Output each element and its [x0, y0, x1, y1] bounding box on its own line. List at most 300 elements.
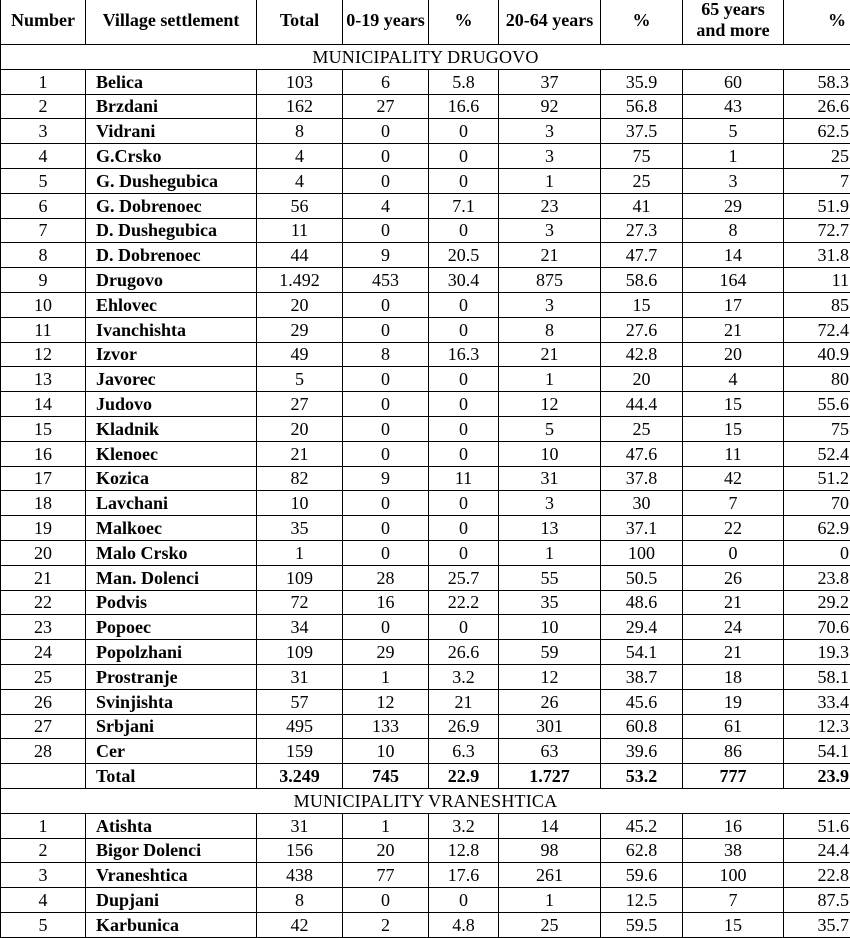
cell-age-65-plus: 4	[683, 367, 784, 392]
cell-pct-0-19: 4.8	[429, 912, 499, 937]
cell-age-65-plus: 24	[683, 615, 784, 640]
cell-age-20-64: 98	[499, 838, 601, 863]
cell-pct-0-19: 26.6	[429, 640, 499, 665]
cell-age-0-19: 27	[343, 94, 429, 119]
cell-pct-20-64: 60.8	[601, 714, 683, 739]
cell-age-0-19: 0	[343, 144, 429, 169]
cell-age-0-19: 0	[343, 392, 429, 417]
cell-number: 26	[1, 689, 86, 714]
cell-pct-20-64: 12.5	[601, 888, 683, 913]
cell-total: 42	[257, 912, 343, 937]
cell-pct-65-plus: 54.1	[784, 739, 850, 764]
cell-pct-65-plus: 70	[784, 491, 850, 516]
header-pct-0-19: %	[429, 0, 499, 45]
cell-total: 82	[257, 466, 343, 491]
cell-total: 1	[257, 540, 343, 565]
cell-pct-0-19: 30.4	[429, 268, 499, 293]
cell-pct-65-plus: 40.9	[784, 342, 850, 367]
cell-pct-65-plus: 19.3	[784, 640, 850, 665]
cell-number: 5	[1, 912, 86, 937]
table-row	[1, 615, 850, 640]
cell-age-65-plus: 21	[683, 317, 784, 342]
cell-age-20-64: 12	[499, 664, 601, 689]
section-title: MUNICIPALITY DRUGOVO	[1, 45, 850, 70]
cell-age-65-plus: 16	[683, 813, 784, 838]
cell-pct-20-64: 30	[601, 491, 683, 516]
cell-pct-0-19: 7.1	[429, 193, 499, 218]
cell-total: 3.249	[257, 764, 343, 789]
cell-age-0-19: 0	[343, 168, 429, 193]
cell-total: 4	[257, 168, 343, 193]
cell-pct-65-plus: 55.6	[784, 392, 850, 417]
cell-age-0-19: 9	[343, 243, 429, 268]
cell-age-20-64: 59	[499, 640, 601, 665]
cell-age-0-19: 29	[343, 640, 429, 665]
cell-pct-20-64: 62.8	[601, 838, 683, 863]
cell-total: 109	[257, 640, 343, 665]
cell-pct-20-64: 27.6	[601, 317, 683, 342]
cell-total: 31	[257, 813, 343, 838]
cell-pct-65-plus: 35.7	[784, 912, 850, 937]
table-row	[1, 912, 850, 937]
cell-age-0-19: 77	[343, 863, 429, 888]
cell-pct-20-64: 20	[601, 367, 683, 392]
cell-village: Ehlovec	[86, 292, 257, 317]
cell-pct-65-plus: 7	[784, 168, 850, 193]
cell-age-65-plus: 21	[683, 590, 784, 615]
cell-village: Klenoec	[86, 441, 257, 466]
cell-pct-20-64: 59.5	[601, 912, 683, 937]
cell-number: 9	[1, 268, 86, 293]
table-row	[1, 69, 850, 94]
cell-pct-65-plus: 70.6	[784, 615, 850, 640]
cell-age-20-64: 10	[499, 441, 601, 466]
cell-pct-65-plus: 26.6	[784, 94, 850, 119]
table-row	[1, 243, 850, 268]
cell-total: 44	[257, 243, 343, 268]
cell-age-20-64: 13	[499, 516, 601, 541]
cell-age-0-19: 6	[343, 69, 429, 94]
cell-village: Lavchani	[86, 491, 257, 516]
cell-age-65-plus: 15	[683, 912, 784, 937]
table-row	[1, 119, 850, 144]
cell-total: 162	[257, 94, 343, 119]
header-row	[1, 0, 850, 45]
cell-pct-65-plus: 58.3	[784, 69, 850, 94]
cell-age-65-plus: 20	[683, 342, 784, 367]
cell-number: 25	[1, 664, 86, 689]
cell-pct-20-64: 37.5	[601, 119, 683, 144]
cell-age-20-64: 261	[499, 863, 601, 888]
cell-village: Svinjishta	[86, 689, 257, 714]
cell-pct-0-19: 0	[429, 392, 499, 417]
cell-pct-65-plus: 31.8	[784, 243, 850, 268]
cell-pct-20-64: 45.2	[601, 813, 683, 838]
cell-number: 24	[1, 640, 86, 665]
cell-pct-65-plus: 12.3	[784, 714, 850, 739]
cell-pct-0-19: 0	[429, 491, 499, 516]
cell-pct-0-19: 0	[429, 516, 499, 541]
section-title: MUNICIPALITY VRANESHTICA	[1, 788, 850, 813]
section-row	[1, 788, 850, 813]
cell-age-20-64: 1	[499, 888, 601, 913]
table-row	[1, 863, 850, 888]
cell-total: 72	[257, 590, 343, 615]
cell-age-0-19: 0	[343, 119, 429, 144]
cell-number: 5	[1, 168, 86, 193]
cell-pct-20-64: 47.6	[601, 441, 683, 466]
cell-village: G. Dushegubica	[86, 168, 257, 193]
table-row	[1, 739, 850, 764]
table-row	[1, 144, 850, 169]
cell-village: Total	[86, 764, 257, 789]
cell-number: 19	[1, 516, 86, 541]
cell-number: 21	[1, 565, 86, 590]
header-age-20-64: 20-64 years	[499, 0, 601, 45]
cell-pct-0-19: 0	[429, 168, 499, 193]
cell-pct-0-19: 25.7	[429, 565, 499, 590]
cell-total: 495	[257, 714, 343, 739]
cell-pct-0-19: 0	[429, 144, 499, 169]
cell-age-20-64: 1.727	[499, 764, 601, 789]
cell-age-20-64: 55	[499, 565, 601, 590]
cell-total: 5	[257, 367, 343, 392]
cell-village: Popoec	[86, 615, 257, 640]
cell-age-20-64: 301	[499, 714, 601, 739]
cell-number: 3	[1, 119, 86, 144]
cell-pct-20-64: 42.8	[601, 342, 683, 367]
table-row	[1, 838, 850, 863]
cell-total: 11	[257, 218, 343, 243]
table-row	[1, 689, 850, 714]
cell-age-65-plus: 38	[683, 838, 784, 863]
cell-age-65-plus: 22	[683, 516, 784, 541]
cell-pct-20-64: 37.1	[601, 516, 683, 541]
table-row	[1, 640, 850, 665]
cell-total: 103	[257, 69, 343, 94]
header-village-settlement: Village settlement	[86, 0, 257, 45]
cell-age-65-plus: 43	[683, 94, 784, 119]
cell-pct-0-19: 0	[429, 615, 499, 640]
table-row	[1, 342, 850, 367]
cell-total: 20	[257, 416, 343, 441]
cell-pct-65-plus: 22.8	[784, 863, 850, 888]
table-row	[1, 292, 850, 317]
cell-village: Javorec	[86, 367, 257, 392]
cell-total: 109	[257, 565, 343, 590]
cell-pct-20-64: 50.5	[601, 565, 683, 590]
cell-total: 1.492	[257, 268, 343, 293]
cell-age-65-plus: 3	[683, 168, 784, 193]
section-row	[1, 45, 850, 70]
cell-pct-20-64: 48.6	[601, 590, 683, 615]
cell-pct-0-19: 3.2	[429, 664, 499, 689]
cell-age-0-19: 8	[343, 342, 429, 367]
cell-age-20-64: 5	[499, 416, 601, 441]
cell-pct-20-64: 53.2	[601, 764, 683, 789]
cell-age-0-19: 0	[343, 441, 429, 466]
table-row	[1, 565, 850, 590]
cell-village: Brzdani	[86, 94, 257, 119]
cell-village: Kozica	[86, 466, 257, 491]
cell-pct-65-plus: 62.9	[784, 516, 850, 541]
cell-age-0-19: 1	[343, 664, 429, 689]
cell-age-65-plus: 17	[683, 292, 784, 317]
table-row	[1, 590, 850, 615]
cell-number: 2	[1, 838, 86, 863]
cell-age-20-64: 63	[499, 739, 601, 764]
cell-age-0-19: 9	[343, 466, 429, 491]
header-pct-20-64: %	[601, 0, 683, 45]
cell-age-0-19: 0	[343, 218, 429, 243]
cell-village: Bigor Dolenci	[86, 838, 257, 863]
cell-number: 1	[1, 813, 86, 838]
cell-pct-20-64: 59.6	[601, 863, 683, 888]
cell-pct-0-19: 0	[429, 540, 499, 565]
cell-total: 34	[257, 615, 343, 640]
cell-pct-20-64: 41	[601, 193, 683, 218]
cell-village: Man. Dolenci	[86, 565, 257, 590]
cell-total: 35	[257, 516, 343, 541]
cell-age-20-64: 875	[499, 268, 601, 293]
cell-total: 4	[257, 144, 343, 169]
table-row	[1, 441, 850, 466]
table-row	[1, 466, 850, 491]
cell-pct-20-64: 54.1	[601, 640, 683, 665]
cell-pct-65-plus: 24.4	[784, 838, 850, 863]
cell-number: 14	[1, 392, 86, 417]
cell-total: 10	[257, 491, 343, 516]
header-pct-65-plus: %	[784, 0, 850, 45]
cell-number: 7	[1, 218, 86, 243]
cell-pct-65-plus: 23.8	[784, 565, 850, 590]
cell-age-65-plus: 1	[683, 144, 784, 169]
cell-age-20-64: 12	[499, 392, 601, 417]
cell-pct-65-plus: 33.4	[784, 689, 850, 714]
cell-pct-65-plus: 85	[784, 292, 850, 317]
cell-pct-65-plus: 23.9	[784, 764, 850, 789]
total-row	[1, 764, 850, 789]
cell-village: Malo Crsko	[86, 540, 257, 565]
cell-age-20-64: 3	[499, 292, 601, 317]
cell-number: 22	[1, 590, 86, 615]
cell-village: Vidrani	[86, 119, 257, 144]
cell-age-0-19: 1	[343, 813, 429, 838]
cell-age-0-19: 28	[343, 565, 429, 590]
cell-total: 8	[257, 888, 343, 913]
cell-pct-0-19: 20.5	[429, 243, 499, 268]
table-row	[1, 94, 850, 119]
cell-pct-20-64: 39.6	[601, 739, 683, 764]
cell-age-0-19: 0	[343, 888, 429, 913]
cell-pct-65-plus: 51.2	[784, 466, 850, 491]
cell-number: 16	[1, 441, 86, 466]
cell-pct-0-19: 0	[429, 119, 499, 144]
cell-age-65-plus: 19	[683, 689, 784, 714]
cell-village: D. Dushegubica	[86, 218, 257, 243]
cell-age-65-plus: 0	[683, 540, 784, 565]
cell-total: 438	[257, 863, 343, 888]
table-row	[1, 888, 850, 913]
cell-age-20-64: 23	[499, 193, 601, 218]
cell-pct-20-64: 37.8	[601, 466, 683, 491]
cell-pct-65-plus: 25	[784, 144, 850, 169]
cell-number: 10	[1, 292, 86, 317]
cell-age-20-64: 92	[499, 94, 601, 119]
cell-pct-0-19: 22.9	[429, 764, 499, 789]
cell-age-65-plus: 61	[683, 714, 784, 739]
cell-pct-0-19: 5.8	[429, 69, 499, 94]
cell-age-65-plus: 29	[683, 193, 784, 218]
cell-pct-0-19: 16.6	[429, 94, 499, 119]
cell-age-0-19: 0	[343, 367, 429, 392]
header-number: Number	[1, 0, 86, 45]
cell-pct-20-64: 56.8	[601, 94, 683, 119]
cell-pct-0-19: 0	[429, 416, 499, 441]
cell-age-0-19: 0	[343, 416, 429, 441]
cell-age-65-plus: 26	[683, 565, 784, 590]
cell-pct-65-plus: 75	[784, 416, 850, 441]
cell-pct-0-19: 0	[429, 367, 499, 392]
cell-number: 8	[1, 243, 86, 268]
cell-pct-65-plus: 87.5	[784, 888, 850, 913]
cell-number: 12	[1, 342, 86, 367]
cell-number: 13	[1, 367, 86, 392]
header-total: Total	[257, 0, 343, 45]
cell-age-0-19: 0	[343, 516, 429, 541]
cell-age-65-plus: 21	[683, 640, 784, 665]
table-row	[1, 416, 850, 441]
cell-pct-0-19: 21	[429, 689, 499, 714]
cell-village: Atishta	[86, 813, 257, 838]
table-row	[1, 218, 850, 243]
header-age-0-19: 0-19 years	[343, 0, 429, 45]
table-row	[1, 392, 850, 417]
cell-village: Karbunica	[86, 912, 257, 937]
cell-number: 11	[1, 317, 86, 342]
cell-village: Dupjani	[86, 888, 257, 913]
cell-pct-65-plus: 58.1	[784, 664, 850, 689]
cell-number: 4	[1, 888, 86, 913]
cell-age-20-64: 3	[499, 144, 601, 169]
cell-age-20-64: 35	[499, 590, 601, 615]
cell-village: Popolzhani	[86, 640, 257, 665]
table-body	[1, 45, 850, 938]
table-row	[1, 268, 850, 293]
cell-number: 6	[1, 193, 86, 218]
cell-pct-0-19: 3.2	[429, 813, 499, 838]
cell-age-0-19: 133	[343, 714, 429, 739]
cell-pct-0-19: 22.2	[429, 590, 499, 615]
table-row	[1, 367, 850, 392]
cell-age-20-64: 21	[499, 243, 601, 268]
cell-age-20-64: 31	[499, 466, 601, 491]
cell-pct-65-plus: 11	[784, 268, 850, 293]
cell-age-65-plus: 164	[683, 268, 784, 293]
cell-pct-20-64: 25	[601, 416, 683, 441]
table-row	[1, 193, 850, 218]
cell-age-65-plus: 7	[683, 888, 784, 913]
cell-village: Prostranje	[86, 664, 257, 689]
cell-pct-20-64: 15	[601, 292, 683, 317]
cell-total: 31	[257, 664, 343, 689]
cell-number: 17	[1, 466, 86, 491]
cell-age-65-plus: 100	[683, 863, 784, 888]
cell-age-20-64: 3	[499, 218, 601, 243]
table-row	[1, 491, 850, 516]
cell-age-0-19: 16	[343, 590, 429, 615]
cell-age-0-19: 2	[343, 912, 429, 937]
cell-village: Judovo	[86, 392, 257, 417]
cell-age-65-plus: 15	[683, 416, 784, 441]
cell-village: Drugovo	[86, 268, 257, 293]
cell-total: 159	[257, 739, 343, 764]
cell-pct-0-19: 17.6	[429, 863, 499, 888]
cell-village: D. Dobrenoec	[86, 243, 257, 268]
table-row	[1, 714, 850, 739]
cell-age-65-plus: 86	[683, 739, 784, 764]
cell-age-20-64: 25	[499, 912, 601, 937]
cell-age-20-64: 14	[499, 813, 601, 838]
cell-number: 20	[1, 540, 86, 565]
cell-age-20-64: 21	[499, 342, 601, 367]
cell-age-65-plus: 60	[683, 69, 784, 94]
cell-pct-65-plus: 51.6	[784, 813, 850, 838]
cell-age-0-19: 453	[343, 268, 429, 293]
cell-number: 15	[1, 416, 86, 441]
cell-total: 27	[257, 392, 343, 417]
header-age-65-plus: 65 years and more	[683, 0, 784, 45]
cell-pct-0-19: 0	[429, 292, 499, 317]
cell-pct-0-19: 26.9	[429, 714, 499, 739]
cell-pct-65-plus: 52.4	[784, 441, 850, 466]
cell-age-0-19: 20	[343, 838, 429, 863]
cell-total: 29	[257, 317, 343, 342]
cell-village: Ivanchishta	[86, 317, 257, 342]
cell-pct-65-plus: 62.5	[784, 119, 850, 144]
cell-village: Malkoec	[86, 516, 257, 541]
cell-number: 2	[1, 94, 86, 119]
cell-age-0-19: 745	[343, 764, 429, 789]
cell-number: 27	[1, 714, 86, 739]
cell-pct-0-19: 0	[429, 218, 499, 243]
cell-total: 8	[257, 119, 343, 144]
cell-pct-65-plus: 51.9	[784, 193, 850, 218]
cell-total: 156	[257, 838, 343, 863]
cell-age-0-19: 0	[343, 317, 429, 342]
cell-pct-65-plus: 72.7	[784, 218, 850, 243]
cell-pct-65-plus: 29.2	[784, 590, 850, 615]
cell-age-65-plus: 777	[683, 764, 784, 789]
table-row	[1, 664, 850, 689]
cell-total: 57	[257, 689, 343, 714]
cell-age-65-plus: 42	[683, 466, 784, 491]
cell-total: 56	[257, 193, 343, 218]
cell-village: Cer	[86, 739, 257, 764]
cell-age-0-19: 0	[343, 615, 429, 640]
cell-age-0-19: 0	[343, 540, 429, 565]
cell-age-0-19: 10	[343, 739, 429, 764]
cell-age-20-64: 1	[499, 168, 601, 193]
cell-pct-0-19: 12.8	[429, 838, 499, 863]
cell-number: 3	[1, 863, 86, 888]
cell-pct-20-64: 45.6	[601, 689, 683, 714]
cell-pct-20-64: 38.7	[601, 664, 683, 689]
cell-age-65-plus: 11	[683, 441, 784, 466]
cell-number: 18	[1, 491, 86, 516]
cell-pct-20-64: 27.3	[601, 218, 683, 243]
table-row	[1, 317, 850, 342]
